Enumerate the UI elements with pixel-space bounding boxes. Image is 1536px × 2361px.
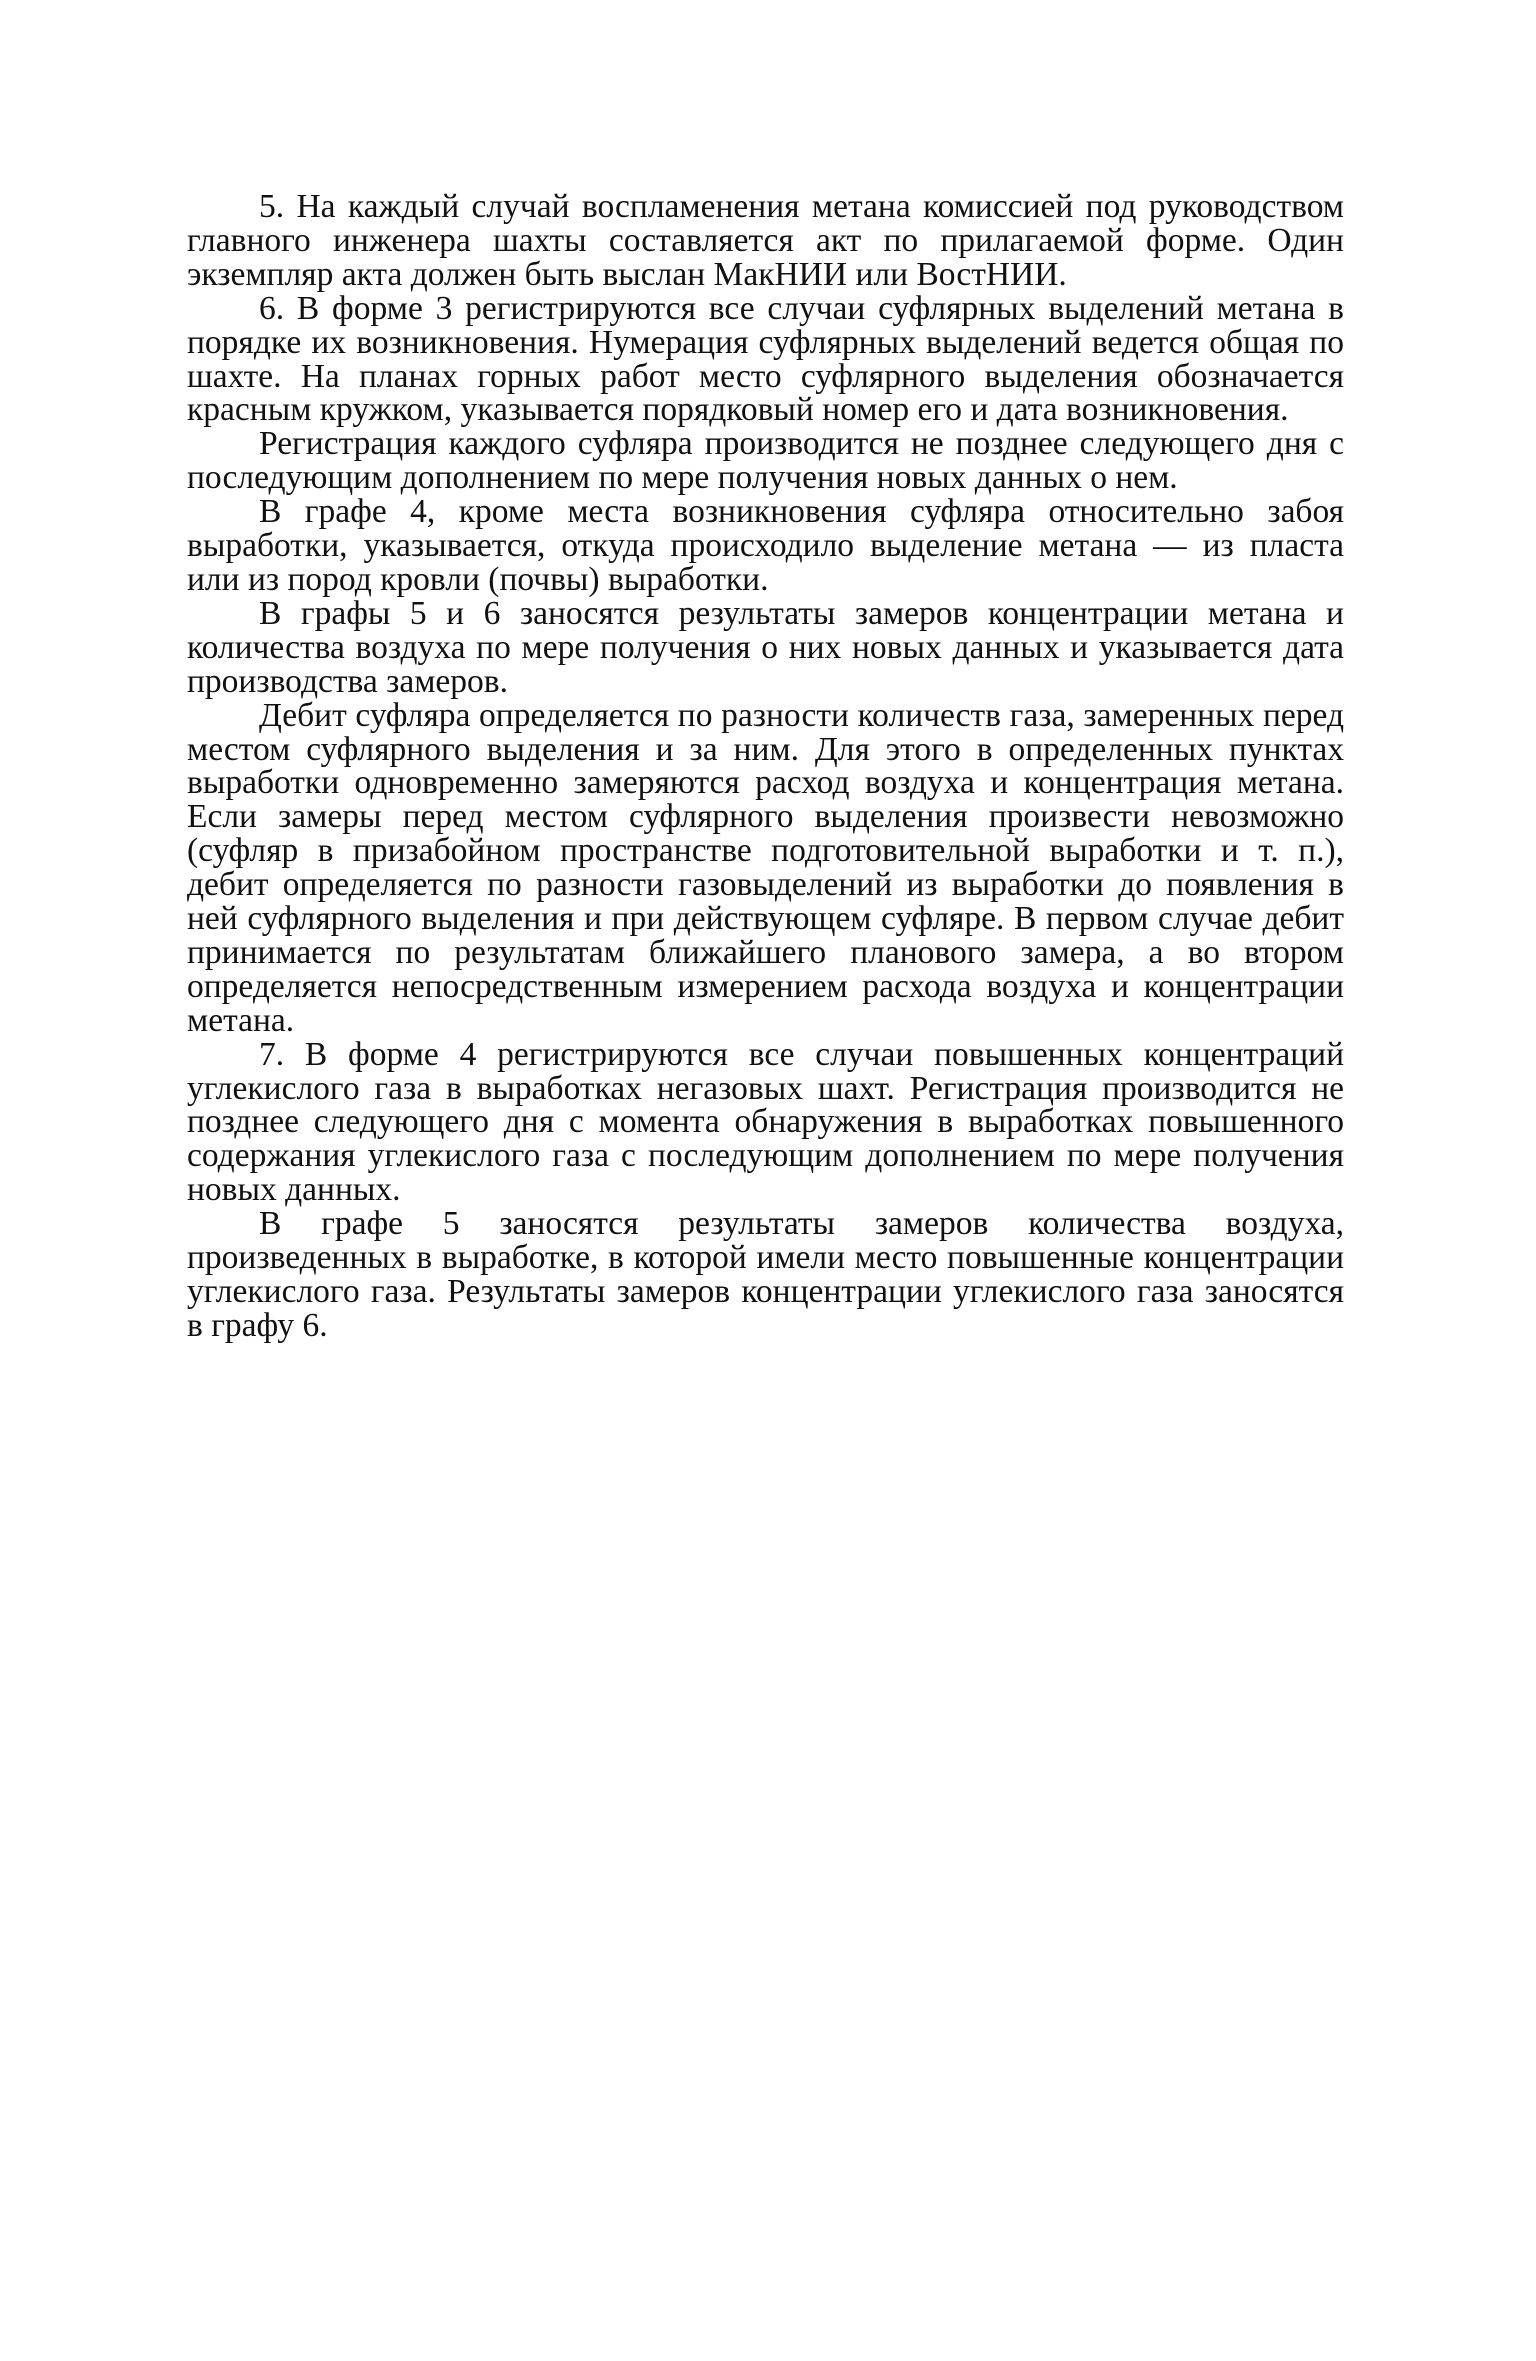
paragraph-item-7: 7. В форме 4 регистрируются все случаи повышенных концентраций углекислого газа в выработках негазовых шахт. Регистрация производится не позднее следующего дня с момента обнаружения в выработках повышенного содержания углекислого газа с последующим дополнением по мере получения новых данных. <box>187 1035 1344 1209</box>
paragraph-column-5: В графе 5 заносятся результаты замеров количества воздуха, произведенных в выработке, в которой имели место повышенные концентрации углекислого газа. Результаты замеров концентрации углекислого газа заносятся в графу 6. <box>187 1205 1344 1344</box>
paragraph-debit: Дебит суфляра определяется по разности количеств газа, замеренных перед местом суфлярного выделения и за ним. Для этого в определенных пунктах выработки одновременно замеряются расход воздуха и концентрация метана. Если замеры перед местом суфлярного выделения произвести невозможно (суфляр в призабойном пространстве подготовительной выработки и т. п.), дебит определяется по разности газовыделений из выработки до появления в ней суфлярного выделения и при действующем суфляре. В первом случае дебит принимается по результатам ближайшего планового замера, а во втором определяется непосредственным измерением расхода воздуха и концентрации метана. <box>187 696 1344 1039</box>
paragraph-column-4: В графе 4, кроме места возникновения суфляра относительно забоя выработки, указывается, откуда происходило выделение метана — из пласта или из пород кровли (почвы) выработки. <box>187 493 1344 598</box>
paragraph-registration: Регистрация каждого суфляра производится не позднее следующего дня с последующим дополнением по мере получения новых данных о нем. <box>187 425 1344 497</box>
paragraph-columns-5-6: В графы 5 и 6 заносятся результаты замеров концентрации метана и количества воздуха по мере получения о них новых данных и указывается дата производства замеров. <box>187 594 1344 700</box>
body-text <box>187 190 1344 1343</box>
paragraph-item-6: 6. В форме 3 регистрируются все случаи суфлярных выделений метана в порядке их возникновения. Нумерация суфлярных выделений ведется общая по шахте. На планах горных работ место суфлярного выделения обозначается красным кружком, указывается порядковый номер его и дата возникновения. <box>187 289 1344 429</box>
paragraph-item-5: 5. На каждый случай воспламенения метана комиссией под руководством главного инженера шахты составляется акт по прилагаемой форме. Один экземпляр акта должен быть выслан МакНИИ или ВостНИИ. <box>187 188 1344 293</box>
